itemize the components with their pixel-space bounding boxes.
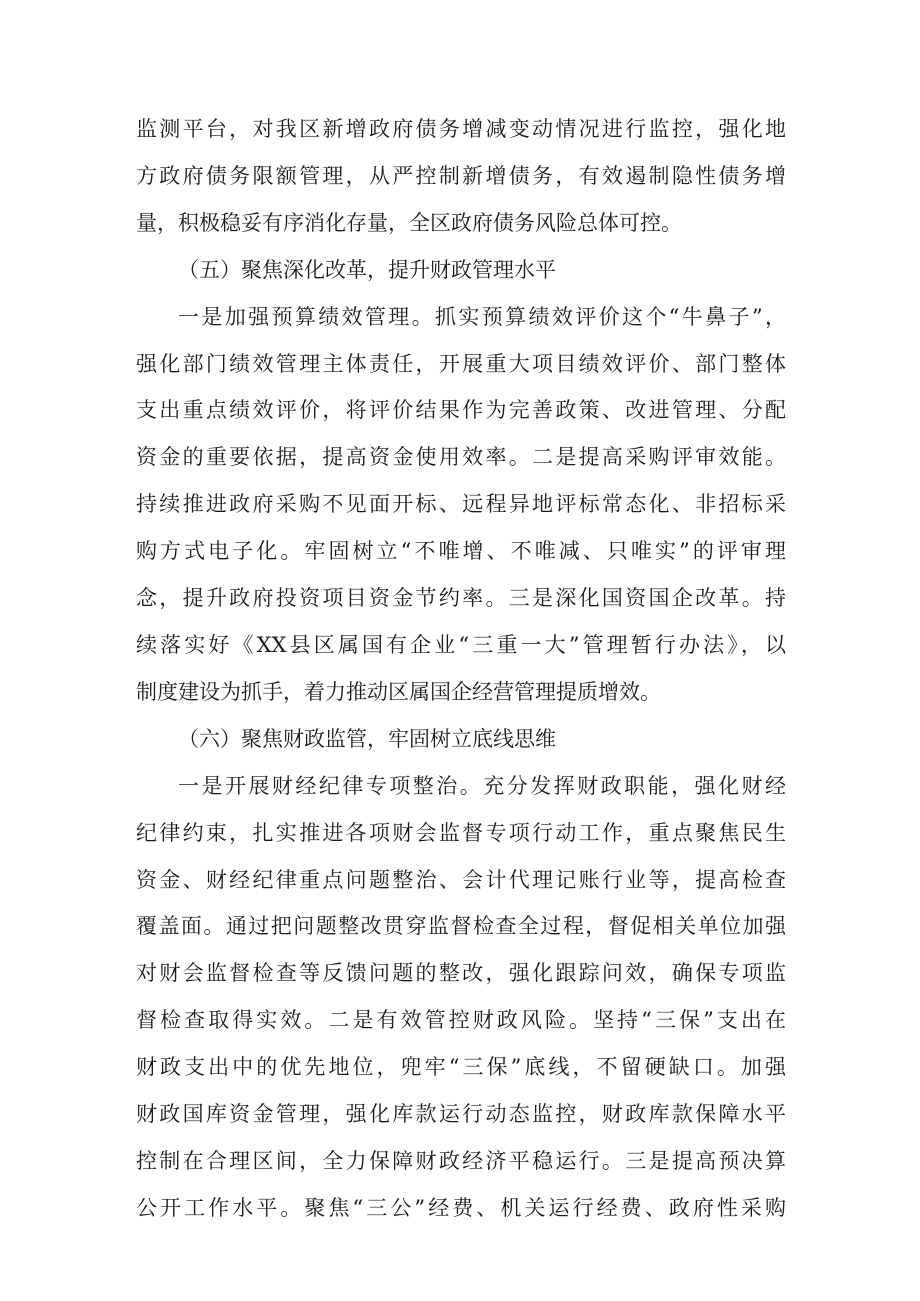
text-line: 纪律约束，扎实推进各项财会监督专项行动工作，重点聚焦民生 [136, 820, 786, 845]
paragraph-fiscal-supervision [136, 763, 786, 1232]
paragraph-budget-reform [136, 294, 786, 716]
text-line: 资金、财经纪律重点问题整治、会计代理记账行业等，提高检查 [136, 867, 786, 892]
text-line: 一是开展财经纪律专项整治。充分发挥财政职能，强化财经 [178, 773, 786, 798]
text-line: 对财会监督检查等反馈问题的整改，强化跟踪问效，确保专项监 [136, 961, 786, 986]
text-line: 控制在合理区间，全力保障财政经济平稳运行。三是提高预决算 [136, 1148, 786, 1173]
text-line: 覆盖面。通过把问题整改贯穿监督检查全过程，督促相关单位加强 [136, 914, 786, 939]
text-line: 财政支出中的优先地位，兜牢“三保”底线，不留硬缺口。加强 [136, 1055, 786, 1080]
text-line: 制度建设为抓手，着力推动区属国企经营管理提质增效。 [136, 679, 661, 704]
text-line: 监测平台，对我区新增政府债务增减变动情况进行监控，强化地 [136, 117, 786, 141]
text-line: 资金的重要依据，提高资金使用效率。二是提高采购评审效能。 [136, 445, 786, 470]
text-line: 财政国库资金管理，强化库款运行动态监控，财政库款保障水平 [136, 1102, 786, 1127]
text-line: 方政府债务限额管理，从严控制新增债务，有效遏制隐性债务增 [136, 163, 786, 188]
text-line: 购方式电子化。牢固树立“不唯增、不唯减、只唯实”的评审理 [136, 539, 786, 564]
text-line: 一是加强预算绩效管理。抓实预算绩效评价这个“牛鼻子”， [178, 304, 786, 329]
paragraph-debt-monitoring [136, 106, 786, 247]
section-heading-6: （六）聚焦财政监管，牢固树立底线思维 [178, 726, 556, 751]
document-body [136, 106, 786, 1232]
text-line: 续落实好《XX县区属国有企业“三重一大”管理暂行办法》，以 [136, 632, 786, 657]
text-line: 督检查取得实效。二是有效管控财政风险。坚持“三保”支出在 [136, 1008, 786, 1033]
text-line: 支出重点绩效评价，将评价结果作为完善政策、改进管理、分配 [136, 398, 786, 423]
text-line: 量，积极稳妥有序消化存量，全区政府债务风险总体可控。 [136, 210, 682, 235]
text-line: 念，提升政府投资项目资金节约率。三是深化国资国企改革。持 [136, 586, 786, 611]
text-line: 强化部门绩效管理主体责任，开展重大项目绩效评价、部门整体 [136, 351, 786, 376]
text-line: 公开工作水平。聚焦“三公”经费、机关运行经费、政府性采购 [136, 1195, 786, 1220]
text-line: 持续推进政府采购不见面开标、远程异地评标常态化、非招标采 [136, 492, 786, 517]
section-heading-5: （五）聚焦深化改革，提升财政管理水平 [178, 257, 556, 282]
